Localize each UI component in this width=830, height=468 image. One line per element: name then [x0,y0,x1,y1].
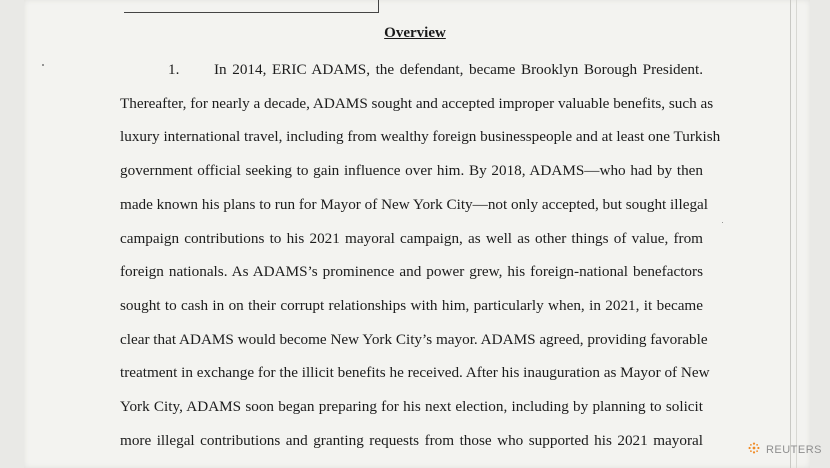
text-line: campaign contributions to his 2021 mayoral campaign, as well as other things of value, from [120,230,703,247]
text-line: sought to cash in on their corrupt relationships with him, particularly when, in 2021, it became [120,297,703,314]
heading-text: Overview [384,25,446,41]
page-edge-line [790,0,791,468]
text-line: foreign nationals. As ADAMS’s prominence and power grew, his foreign-national benefactors [120,263,703,280]
header-box-border [124,0,379,13]
scan-speck [42,64,44,66]
watermark-text: REUTERS [765,443,822,456]
text-line: government official seeking to gain influence over him. By 2018, ADAMS—who had by then [120,162,703,179]
section-heading [0,25,830,42]
page-edge-line-secondary [796,0,797,468]
text-line [168,60,703,80]
line-text: In 2014, ERIC ADAMS, the defendant, became Brooklyn Borough President. [214,61,703,78]
text-line: clear that ADAMS would become New York City’s mayor. ADAMS agreed, providing favorable [120,331,708,348]
reuters-logo-icon [747,441,761,458]
text-line: made known his plans to run for Mayor of New York City—not only accepted, but sought illegal [120,196,709,213]
reuters-watermark [747,441,822,458]
text-line: more illegal contributions and granting requests from those who supported his 2021 mayoral [120,432,703,449]
text-line: treatment in exchange for the illicit benefits he received. After his inauguration as Mayor of New [120,364,710,381]
text-line: York City, ADAMS soon began preparing for his next election, including by planning to solicit [120,398,703,415]
scan-speck [722,222,723,223]
paragraph-number: 1. [168,61,180,78]
text-line: Thereafter, for nearly a decade, ADAMS sought and accepted improper valuable benefits, such as [120,95,714,112]
text-line: luxury international travel, including from wealthy foreign businesspeople and at least one Turkish [120,128,721,145]
